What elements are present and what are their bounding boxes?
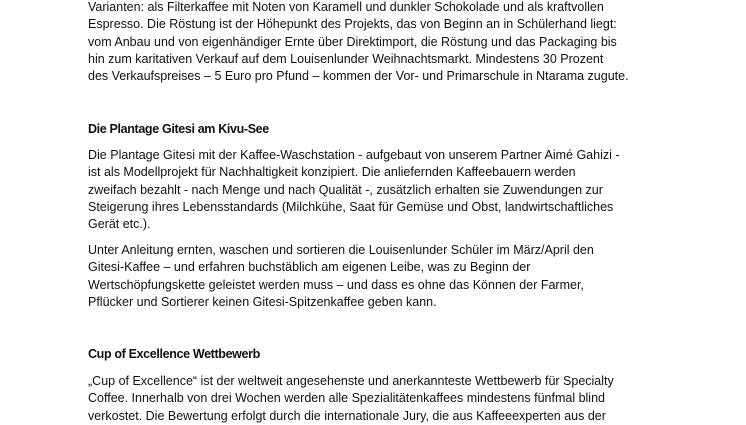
text-line: „Cup of Excellence“ ist der weltweit angesehenste und anerkannteste Wettbewerb für Specialty bbox=[88, 374, 614, 388]
text-line: Die Plantage Gitesi mit der Kaffee-Waschstation - aufgebaut von unserem Partner Aimé Gahizi - bbox=[88, 148, 620, 162]
text-line: Espresso. Die Röstung ist der Höhepunkt des Projekts, das von Beginn an in Schülerhand liegt: bbox=[88, 17, 617, 32]
intro-paragraph bbox=[88, 0, 688, 85]
text-line: Wertschöpfungskette geleistet werden muss – und dass es ohne das Können der Farmer, bbox=[88, 277, 584, 292]
section-heading-cup-of-excellence: Cup of Excellence Wettbewerb bbox=[88, 347, 260, 361]
text-line: Unter Anleitung ernten, waschen und sortieren die Louisenlunder Schüler im März/April den bbox=[88, 243, 594, 257]
gitesi-paragraph-1 bbox=[88, 147, 688, 233]
text-line: Steigerung ihres Lebensstandards (Milchkühe, Saat für Gemüse und Obst, landwirtschaftliches bbox=[88, 199, 614, 214]
text-line: des Verkaufspreises – 5 Euro pro Pfund – kommen der Vor- und Primarschule in Ntarama zugute. bbox=[88, 69, 629, 84]
text-line: Pflücker und Sortierer keinen Gitesi-Spitzenkaffee geben kann. bbox=[88, 294, 437, 309]
text-line: Gitesi-Kaffee – und erfahren buchstäblich am eigenen Leibe, was zu Beginn der bbox=[88, 260, 531, 275]
text-line: Gerät etc.). bbox=[88, 217, 151, 232]
text-line: verkostet. Die Bewertung erfolgt durch die internationale Jury, die aus Kaffeeexperten aus der bbox=[88, 408, 606, 423]
section-heading-gitesi: Die Plantage Gitesi am Kivu-See bbox=[88, 122, 269, 136]
gitesi-paragraph-2 bbox=[88, 242, 688, 311]
text-line: Varianten: als Filterkaffee mit Noten von Karamell und dunkler Schokolade und als kraftvollen bbox=[88, 0, 604, 14]
text-line: Coffee. Innerhalb von drei Wochen werden alle Spezialitätenkaffees mindestens fünfmal blind bbox=[88, 391, 605, 406]
text-line: hin zum karitativen Verkauf auf dem Louisenlunder Weihnachtsmarkt. Mindestens 30 Prozent bbox=[88, 51, 604, 66]
coe-paragraph-1 bbox=[88, 373, 688, 425]
text-line: zweifach bezahlt - nach Menge und nach Qualität -, zusätzlich erhalten sie Zuwendungen zur bbox=[88, 182, 603, 197]
text-line: ist als Modellprojekt für Nachhaltigkeit konzipiert. Die anliefernden Kaffeebauern werden bbox=[88, 165, 576, 180]
text-line: vom Anbau und von eigenhändiger Ernte über Direktimport, die Röstung und das Packaging bis bbox=[88, 34, 617, 49]
